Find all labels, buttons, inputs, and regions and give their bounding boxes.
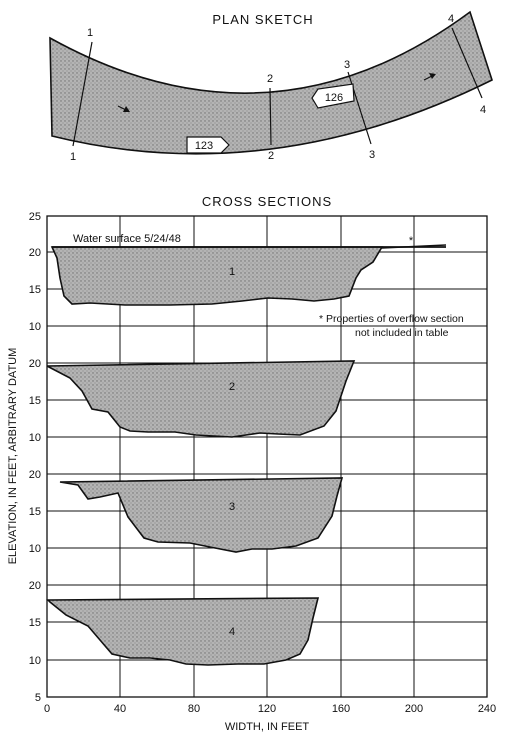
- svg-text:120: 120: [257, 703, 277, 715]
- svg-text:5: 5: [34, 692, 41, 704]
- svg-text:15: 15: [28, 617, 41, 629]
- svg-text:20: 20: [28, 469, 41, 481]
- svg-text:10: 10: [28, 432, 41, 444]
- section-4-top-label: 4: [447, 13, 455, 25]
- section-2-label: 2: [228, 381, 236, 393]
- svg-text:25: 25: [28, 211, 41, 223]
- svg-text:20: 20: [28, 358, 41, 370]
- svg-text:0: 0: [43, 703, 51, 715]
- x-axis-label: WIDTH, IN FEET: [224, 721, 310, 733]
- cross-sections-title: CROSS SECTIONS: [201, 194, 333, 209]
- cross-section-1: [52, 247, 382, 305]
- plan-sketch-title: PLAN SKETCH: [212, 12, 314, 27]
- svg-text:20: 20: [28, 580, 41, 592]
- section-1-label: 1: [228, 266, 236, 278]
- section-4-bottom-label: 4: [479, 104, 487, 116]
- svg-text:20: 20: [28, 247, 41, 259]
- cross-section-2: [47, 361, 354, 437]
- svg-text:10: 10: [28, 543, 41, 555]
- section-3-top-label: 3: [343, 59, 351, 71]
- section-2-bottom-label: 2: [267, 150, 275, 162]
- cross-section-4: [48, 598, 318, 665]
- svg-text:15: 15: [28, 284, 41, 296]
- x-tick-labels: [44, 703, 496, 715]
- section-4-label: 4: [228, 626, 236, 638]
- overflow-asterisk: *: [408, 235, 414, 247]
- svg-text:15: 15: [28, 506, 41, 518]
- svg-text:160: 160: [331, 703, 351, 715]
- section-1-bottom-label: 1: [69, 151, 77, 163]
- station-marker-123: [187, 137, 229, 153]
- svg-text:15: 15: [28, 395, 41, 407]
- overflow-note-line-2: not included in table: [355, 327, 449, 339]
- svg-text:40: 40: [113, 703, 127, 715]
- svg-text:240: 240: [477, 703, 497, 715]
- section-3-label: 3: [228, 501, 236, 513]
- svg-text:10: 10: [28, 655, 41, 667]
- y-tick-labels: [29, 211, 41, 704]
- svg-text:10: 10: [28, 321, 41, 333]
- water-surface-label: Water surface 5/24/48: [73, 233, 181, 245]
- svg-text:80: 80: [187, 703, 201, 715]
- section-3-bottom-label: 3: [368, 149, 376, 161]
- y-axis-label: ELEVATION, IN FEET, ARBITRARY DATUM: [7, 347, 19, 565]
- svg-text:123: 123: [194, 140, 214, 152]
- section-1-top-label: 1: [86, 27, 94, 39]
- section-2-top-label: 2: [266, 73, 274, 85]
- svg-text:200: 200: [404, 703, 424, 715]
- overflow-note-line-1: * Properties of overflow section: [319, 313, 464, 325]
- cross-section-3: [60, 478, 342, 552]
- svg-text:126: 126: [324, 92, 344, 104]
